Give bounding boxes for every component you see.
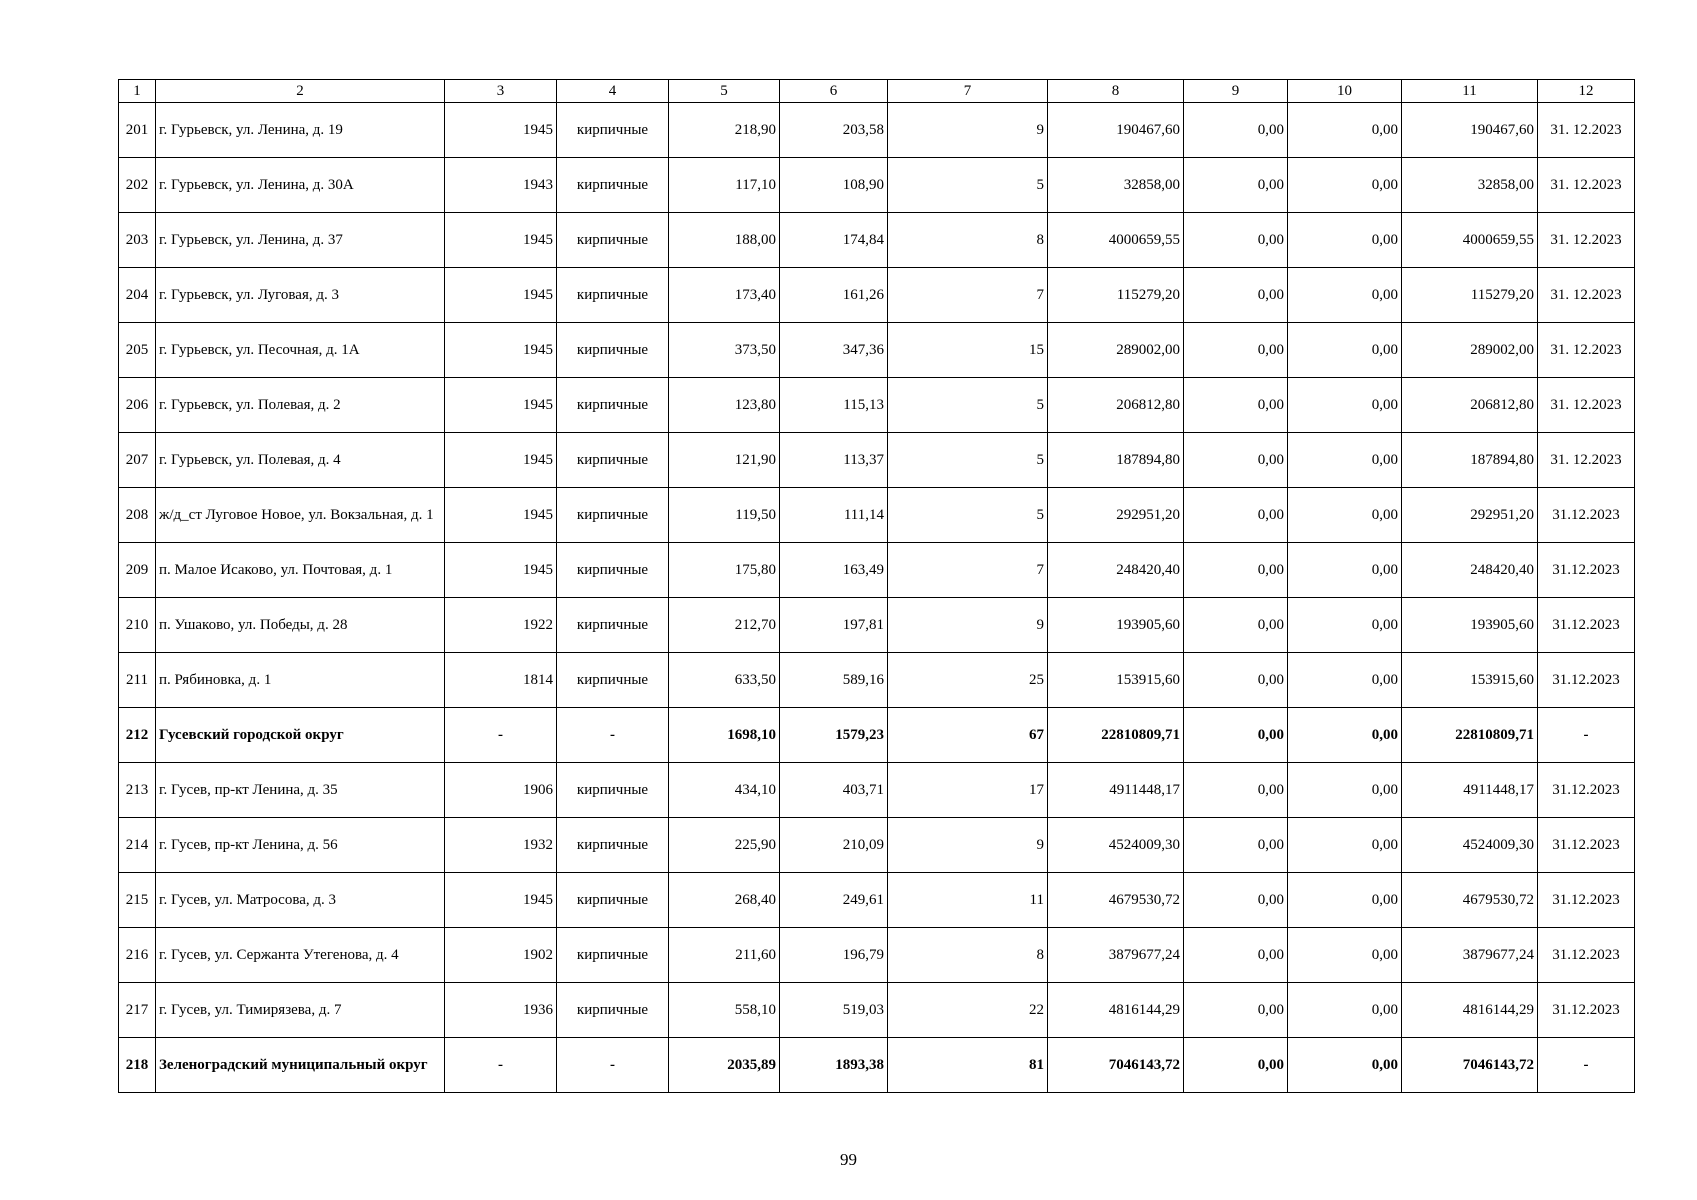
- wall-material-cell: кирпичные: [557, 103, 669, 158]
- table-row: [119, 323, 1635, 378]
- cell-col9: 0,00: [1184, 653, 1288, 708]
- cell-col8: 4911448,17: [1048, 763, 1184, 818]
- col-header: 5: [669, 80, 780, 103]
- row-number: 205: [119, 323, 156, 378]
- row-number: 211: [119, 653, 156, 708]
- table-row: [119, 763, 1635, 818]
- cell-col11: 153915,60: [1402, 653, 1538, 708]
- cell-col8: 3879677,24: [1048, 928, 1184, 983]
- col-header: 7: [888, 80, 1048, 103]
- cell-col11: 206812,80: [1402, 378, 1538, 433]
- date-cell: 31. 12.2023: [1538, 433, 1635, 488]
- table-body: [119, 103, 1635, 1093]
- row-number: 210: [119, 598, 156, 653]
- total-row: [119, 1038, 1635, 1093]
- table-row: [119, 213, 1635, 268]
- wall-material-cell: кирпичные: [557, 268, 669, 323]
- cell-col6: 197,81: [780, 598, 888, 653]
- cell-col11: 292951,20: [1402, 488, 1538, 543]
- wall-material-cell: кирпичные: [557, 928, 669, 983]
- cell-col7: 81: [888, 1038, 1048, 1093]
- cell-col5: 212,70: [669, 598, 780, 653]
- cell-col10: 0,00: [1288, 983, 1402, 1038]
- date-cell: 31.12.2023: [1538, 488, 1635, 543]
- cell-col5: 558,10: [669, 983, 780, 1038]
- wall-material-cell: кирпичные: [557, 213, 669, 268]
- row-number: 214: [119, 818, 156, 873]
- row-number: 212: [119, 708, 156, 763]
- address-cell: г. Гурьевск, ул. Полевая, д. 4: [156, 433, 445, 488]
- address-cell: п. Рябиновка, д. 1: [156, 653, 445, 708]
- cell-col10: 0,00: [1288, 708, 1402, 763]
- address-cell: п. Малое Исаково, ул. Почтовая, д. 1: [156, 543, 445, 598]
- row-number: 217: [119, 983, 156, 1038]
- cell-col9: 0,00: [1184, 763, 1288, 818]
- cell-col7: 17: [888, 763, 1048, 818]
- wall-material-cell: -: [557, 1038, 669, 1093]
- cell-col10: 0,00: [1288, 378, 1402, 433]
- address-cell: г. Гусев, пр-кт Ленина, д. 56: [156, 818, 445, 873]
- cell-col9: 0,00: [1184, 928, 1288, 983]
- cell-col5: 121,90: [669, 433, 780, 488]
- cell-col10: 0,00: [1288, 323, 1402, 378]
- cell-col6: 113,37: [780, 433, 888, 488]
- cell-col5: 117,10: [669, 158, 780, 213]
- wall-material-cell: кирпичные: [557, 158, 669, 213]
- date-cell: 31.12.2023: [1538, 818, 1635, 873]
- row-number: 215: [119, 873, 156, 928]
- cell-col5: 123,80: [669, 378, 780, 433]
- table-row: [119, 103, 1635, 158]
- cell-col8: 187894,80: [1048, 433, 1184, 488]
- table-row: [119, 488, 1635, 543]
- row-number: 203: [119, 213, 156, 268]
- cell-col5: 175,80: [669, 543, 780, 598]
- cell-col11: 289002,00: [1402, 323, 1538, 378]
- date-cell: 31.12.2023: [1538, 598, 1635, 653]
- date-cell: 31.12.2023: [1538, 873, 1635, 928]
- cell-col11: 248420,40: [1402, 543, 1538, 598]
- year-cell: 1945: [445, 103, 557, 158]
- cell-col10: 0,00: [1288, 268, 1402, 323]
- cell-col10: 0,00: [1288, 818, 1402, 873]
- cell-col6: 203,58: [780, 103, 888, 158]
- cell-col9: 0,00: [1184, 873, 1288, 928]
- cell-col9: 0,00: [1184, 158, 1288, 213]
- year-cell: 1936: [445, 983, 557, 1038]
- cell-col6: 519,03: [780, 983, 888, 1038]
- cell-col7: 25: [888, 653, 1048, 708]
- cell-col11: 190467,60: [1402, 103, 1538, 158]
- cell-col7: 67: [888, 708, 1048, 763]
- cell-col10: 0,00: [1288, 928, 1402, 983]
- cell-col6: 161,26: [780, 268, 888, 323]
- col-header: 3: [445, 80, 557, 103]
- year-cell: 1945: [445, 488, 557, 543]
- cell-col9: 0,00: [1184, 268, 1288, 323]
- year-cell: -: [445, 1038, 557, 1093]
- col-header: 6: [780, 80, 888, 103]
- address-cell: г. Гусев, ул. Тимирязева, д. 7: [156, 983, 445, 1038]
- address-cell: г. Гурьевск, ул. Песочная, д. 1А: [156, 323, 445, 378]
- cell-col6: 1893,38: [780, 1038, 888, 1093]
- cell-col8: 4816144,29: [1048, 983, 1184, 1038]
- address-cell: г. Гурьевск, ул. Ленина, д. 19: [156, 103, 445, 158]
- date-cell: 31.12.2023: [1538, 543, 1635, 598]
- cell-col7: 11: [888, 873, 1048, 928]
- cell-col5: 268,40: [669, 873, 780, 928]
- cell-col8: 4000659,55: [1048, 213, 1184, 268]
- cell-col6: 115,13: [780, 378, 888, 433]
- cell-col5: 2035,89: [669, 1038, 780, 1093]
- year-cell: 1902: [445, 928, 557, 983]
- cell-col9: 0,00: [1184, 1038, 1288, 1093]
- cell-col5: 633,50: [669, 653, 780, 708]
- cell-col9: 0,00: [1184, 488, 1288, 543]
- cell-col7: 5: [888, 378, 1048, 433]
- wall-material-cell: кирпичные: [557, 873, 669, 928]
- col-header: 4: [557, 80, 669, 103]
- wall-material-cell: кирпичные: [557, 763, 669, 818]
- cell-col6: 174,84: [780, 213, 888, 268]
- cell-col5: 1698,10: [669, 708, 780, 763]
- year-cell: 1945: [445, 378, 557, 433]
- cell-col8: 115279,20: [1048, 268, 1184, 323]
- cell-col8: 22810809,71: [1048, 708, 1184, 763]
- row-number: 209: [119, 543, 156, 598]
- address-cell: ж/д_ст Луговое Новое, ул. Вокзальная, д. 1: [156, 488, 445, 543]
- total-row: [119, 708, 1635, 763]
- cell-col6: 111,14: [780, 488, 888, 543]
- cell-col8: 289002,00: [1048, 323, 1184, 378]
- cell-col9: 0,00: [1184, 598, 1288, 653]
- date-cell: 31. 12.2023: [1538, 103, 1635, 158]
- cell-col8: 4679530,72: [1048, 873, 1184, 928]
- year-cell: 1922: [445, 598, 557, 653]
- cell-col9: 0,00: [1184, 323, 1288, 378]
- cell-col7: 8: [888, 213, 1048, 268]
- cell-col11: 22810809,71: [1402, 708, 1538, 763]
- cell-col11: 4911448,17: [1402, 763, 1538, 818]
- year-cell: 1945: [445, 543, 557, 598]
- year-cell: 1932: [445, 818, 557, 873]
- cell-col7: 7: [888, 543, 1048, 598]
- cell-col8: 32858,00: [1048, 158, 1184, 213]
- cell-col5: 173,40: [669, 268, 780, 323]
- cell-col6: 403,71: [780, 763, 888, 818]
- row-number: 201: [119, 103, 156, 158]
- cell-col6: 196,79: [780, 928, 888, 983]
- housing-register-table: [118, 79, 1635, 1093]
- address-cell: Зеленоградский муниципальный округ: [156, 1038, 445, 1093]
- date-cell: -: [1538, 708, 1635, 763]
- cell-col5: 211,60: [669, 928, 780, 983]
- address-cell: Гусевский городской округ: [156, 708, 445, 763]
- cell-col7: 9: [888, 103, 1048, 158]
- col-header: 11: [1402, 80, 1538, 103]
- year-cell: 1945: [445, 323, 557, 378]
- date-cell: 31. 12.2023: [1538, 158, 1635, 213]
- cell-col11: 187894,80: [1402, 433, 1538, 488]
- cell-col7: 5: [888, 488, 1048, 543]
- cell-col11: 4679530,72: [1402, 873, 1538, 928]
- table-row: [119, 928, 1635, 983]
- cell-col9: 0,00: [1184, 378, 1288, 433]
- col-header: 1: [119, 80, 156, 103]
- col-header: 2: [156, 80, 445, 103]
- address-cell: г. Гурьевск, ул. Луговая, д. 3: [156, 268, 445, 323]
- cell-col9: 0,00: [1184, 983, 1288, 1038]
- year-cell: 1943: [445, 158, 557, 213]
- cell-col10: 0,00: [1288, 213, 1402, 268]
- date-cell: 31. 12.2023: [1538, 213, 1635, 268]
- table-row: [119, 873, 1635, 928]
- cell-col5: 188,00: [669, 213, 780, 268]
- col-header: 8: [1048, 80, 1184, 103]
- cell-col7: 5: [888, 158, 1048, 213]
- date-cell: 31.12.2023: [1538, 653, 1635, 708]
- cell-col5: 225,90: [669, 818, 780, 873]
- cell-col8: 153915,60: [1048, 653, 1184, 708]
- cell-col11: 3879677,24: [1402, 928, 1538, 983]
- page-number: 99: [840, 1150, 857, 1169]
- year-cell: 1945: [445, 268, 557, 323]
- wall-material-cell: кирпичные: [557, 818, 669, 873]
- cell-col7: 7: [888, 268, 1048, 323]
- cell-col10: 0,00: [1288, 653, 1402, 708]
- table-row: [119, 158, 1635, 213]
- table-row: [119, 598, 1635, 653]
- cell-col11: 4816144,29: [1402, 983, 1538, 1038]
- cell-col9: 0,00: [1184, 213, 1288, 268]
- row-number: 202: [119, 158, 156, 213]
- cell-col10: 0,00: [1288, 1038, 1402, 1093]
- cell-col6: 347,36: [780, 323, 888, 378]
- col-header: 10: [1288, 80, 1402, 103]
- date-cell: 31.12.2023: [1538, 928, 1635, 983]
- col-header: 12: [1538, 80, 1635, 103]
- cell-col9: 0,00: [1184, 818, 1288, 873]
- address-cell: г. Гурьевск, ул. Ленина, д. 37: [156, 213, 445, 268]
- cell-col9: 0,00: [1184, 433, 1288, 488]
- year-cell: 1945: [445, 213, 557, 268]
- cell-col8: 7046143,72: [1048, 1038, 1184, 1093]
- cell-col7: 9: [888, 818, 1048, 873]
- cell-col6: 108,90: [780, 158, 888, 213]
- row-number: 213: [119, 763, 156, 818]
- wall-material-cell: кирпичные: [557, 378, 669, 433]
- cell-col11: 115279,20: [1402, 268, 1538, 323]
- date-cell: 31.12.2023: [1538, 763, 1635, 818]
- cell-col6: 249,61: [780, 873, 888, 928]
- cell-col5: 434,10: [669, 763, 780, 818]
- date-cell: 31. 12.2023: [1538, 323, 1635, 378]
- row-number: 207: [119, 433, 156, 488]
- wall-material-cell: кирпичные: [557, 598, 669, 653]
- cell-col5: 218,90: [669, 103, 780, 158]
- wall-material-cell: кирпичные: [557, 983, 669, 1038]
- cell-col10: 0,00: [1288, 488, 1402, 543]
- cell-col11: 7046143,72: [1402, 1038, 1538, 1093]
- cell-col10: 0,00: [1288, 763, 1402, 818]
- cell-col8: 292951,20: [1048, 488, 1184, 543]
- cell-col11: 193905,60: [1402, 598, 1538, 653]
- cell-col6: 163,49: [780, 543, 888, 598]
- table-row: [119, 433, 1635, 488]
- row-number: 216: [119, 928, 156, 983]
- address-cell: г. Гусев, пр-кт Ленина, д. 35: [156, 763, 445, 818]
- row-number: 208: [119, 488, 156, 543]
- cell-col11: 4524009,30: [1402, 818, 1538, 873]
- wall-material-cell: -: [557, 708, 669, 763]
- cell-col6: 210,09: [780, 818, 888, 873]
- address-cell: г. Гурьевск, ул. Ленина, д. 30А: [156, 158, 445, 213]
- address-cell: г. Гурьевск, ул. Полевая, д. 2: [156, 378, 445, 433]
- cell-col7: 5: [888, 433, 1048, 488]
- cell-col9: 0,00: [1184, 543, 1288, 598]
- wall-material-cell: кирпичные: [557, 488, 669, 543]
- year-cell: -: [445, 708, 557, 763]
- cell-col5: 373,50: [669, 323, 780, 378]
- date-cell: -: [1538, 1038, 1635, 1093]
- cell-col10: 0,00: [1288, 598, 1402, 653]
- cell-col10: 0,00: [1288, 873, 1402, 928]
- table-row: [119, 268, 1635, 323]
- wall-material-cell: кирпичные: [557, 653, 669, 708]
- table-row: [119, 543, 1635, 598]
- cell-col7: 9: [888, 598, 1048, 653]
- cell-col7: 15: [888, 323, 1048, 378]
- cell-col7: 8: [888, 928, 1048, 983]
- wall-material-cell: кирпичные: [557, 543, 669, 598]
- address-cell: г. Гусев, ул. Сержанта Утегенова, д. 4: [156, 928, 445, 983]
- date-cell: 31.12.2023: [1538, 983, 1635, 1038]
- cell-col11: 4000659,55: [1402, 213, 1538, 268]
- cell-col9: 0,00: [1184, 103, 1288, 158]
- row-number: 204: [119, 268, 156, 323]
- table-row: [119, 378, 1635, 433]
- address-cell: п. Ушаково, ул. Победы, д. 28: [156, 598, 445, 653]
- cell-col7: 22: [888, 983, 1048, 1038]
- address-cell: г. Гусев, ул. Матросова, д. 3: [156, 873, 445, 928]
- year-cell: 1906: [445, 763, 557, 818]
- table-row: [119, 983, 1635, 1038]
- wall-material-cell: кирпичные: [557, 433, 669, 488]
- column-number-row: [119, 80, 1635, 103]
- year-cell: 1945: [445, 433, 557, 488]
- col-header: 9: [1184, 80, 1288, 103]
- cell-col10: 0,00: [1288, 433, 1402, 488]
- cell-col10: 0,00: [1288, 103, 1402, 158]
- cell-col5: 119,50: [669, 488, 780, 543]
- row-number: 218: [119, 1038, 156, 1093]
- year-cell: 1945: [445, 873, 557, 928]
- cell-col8: 4524009,30: [1048, 818, 1184, 873]
- cell-col10: 0,00: [1288, 158, 1402, 213]
- row-number: 206: [119, 378, 156, 433]
- cell-col8: 193905,60: [1048, 598, 1184, 653]
- date-cell: 31. 12.2023: [1538, 378, 1635, 433]
- cell-col11: 32858,00: [1402, 158, 1538, 213]
- cell-col8: 190467,60: [1048, 103, 1184, 158]
- cell-col8: 248420,40: [1048, 543, 1184, 598]
- table-row: [119, 818, 1635, 873]
- cell-col10: 0,00: [1288, 543, 1402, 598]
- wall-material-cell: кирпичные: [557, 323, 669, 378]
- table-row: [119, 653, 1635, 708]
- cell-col6: 589,16: [780, 653, 888, 708]
- year-cell: 1814: [445, 653, 557, 708]
- date-cell: 31. 12.2023: [1538, 268, 1635, 323]
- cell-col8: 206812,80: [1048, 378, 1184, 433]
- cell-col9: 0,00: [1184, 708, 1288, 763]
- cell-col6: 1579,23: [780, 708, 888, 763]
